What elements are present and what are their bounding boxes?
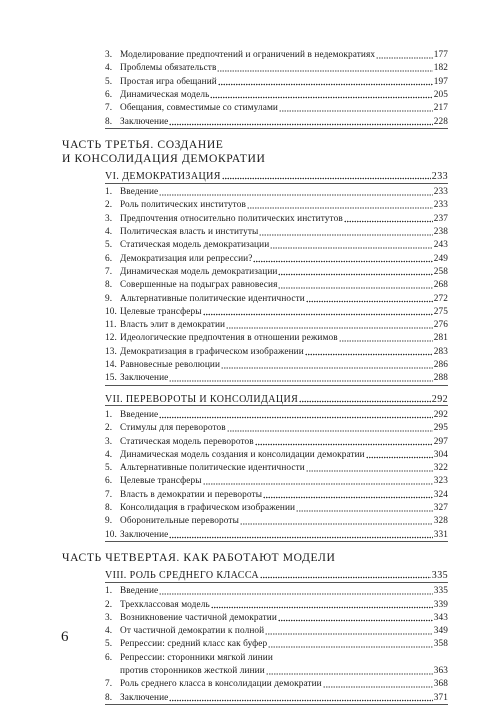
entry-number: 6. bbox=[105, 476, 113, 487]
dot-leader bbox=[240, 517, 433, 525]
toc-entry bbox=[105, 474, 448, 487]
entry-number: 6. bbox=[105, 652, 113, 663]
entry-number: 4. bbox=[105, 449, 113, 460]
chapter-heading bbox=[105, 568, 448, 581]
dot-leader bbox=[323, 680, 433, 688]
chapter-heading bbox=[105, 169, 448, 182]
section-rule bbox=[105, 541, 448, 542]
page-ref: 339 bbox=[433, 599, 448, 610]
page-ref: 335 bbox=[431, 569, 448, 581]
entry-number: 1. bbox=[105, 409, 113, 420]
toc-entry bbox=[105, 637, 448, 650]
toc-entry bbox=[105, 611, 448, 624]
dot-leader bbox=[263, 491, 433, 499]
entry-title: Власть элит в демократии bbox=[120, 320, 226, 331]
page-ref: 343 bbox=[433, 612, 448, 623]
toc-entry bbox=[105, 371, 448, 384]
entry-title: Репрессии: сторонники мягкой линии bbox=[120, 652, 273, 663]
entry-title: Репрессии: средний класс как буфер bbox=[120, 639, 268, 650]
dot-leader bbox=[247, 201, 433, 209]
entry-number: 2. bbox=[105, 200, 113, 211]
page-number: 6 bbox=[61, 629, 69, 645]
entry-title: Динамическая модель создания и консолидации демократии bbox=[120, 449, 365, 460]
dot-leader bbox=[265, 627, 433, 635]
dot-leader bbox=[227, 424, 433, 432]
dot-leader bbox=[226, 321, 433, 329]
dot-leader bbox=[211, 601, 433, 609]
dot-leader bbox=[305, 348, 433, 356]
entry-number: 4. bbox=[105, 227, 113, 237]
chapter-rule bbox=[105, 405, 448, 406]
entry-title: Введение bbox=[120, 586, 159, 597]
page-ref: 237 bbox=[433, 213, 448, 224]
page-ref: 328 bbox=[433, 516, 448, 527]
entry-title: Заключение bbox=[120, 529, 169, 540]
dot-leader bbox=[268, 640, 433, 648]
page-ref: 295 bbox=[433, 423, 448, 434]
dot-leader bbox=[169, 374, 432, 382]
entry-number: 3. bbox=[105, 612, 113, 623]
entry-number: 1. bbox=[105, 586, 113, 597]
page-ref: 368 bbox=[433, 679, 448, 690]
page-ref: 238 bbox=[433, 227, 448, 237]
page-ref: 371 bbox=[433, 692, 448, 703]
entry-number: 5. bbox=[105, 240, 113, 251]
dot-leader bbox=[260, 571, 431, 579]
toc-entry bbox=[105, 488, 448, 501]
entry-title: Равновесные революции bbox=[120, 360, 221, 370]
page-ref: 258 bbox=[433, 266, 448, 277]
dot-leader bbox=[159, 411, 432, 419]
toc-entry bbox=[105, 448, 448, 461]
toc-entry bbox=[105, 331, 448, 344]
entry-title: Предпочтения относительно политических институтов bbox=[120, 213, 343, 224]
toc-entry bbox=[105, 408, 448, 421]
entry-number: 11. bbox=[105, 320, 117, 331]
chapter-heading bbox=[105, 392, 448, 405]
dot-leader bbox=[366, 451, 433, 459]
entry-number: 15. bbox=[105, 373, 117, 384]
page-ref: 297 bbox=[433, 436, 448, 447]
page-ref: 288 bbox=[433, 373, 448, 384]
dot-leader bbox=[259, 228, 432, 236]
entry-title: Статическая модель демократизации bbox=[120, 240, 270, 251]
section-rule bbox=[105, 385, 448, 386]
toc-entry bbox=[105, 435, 448, 448]
page-ref: 197 bbox=[433, 76, 448, 87]
entry-title: против сторонников жесткой линии bbox=[120, 666, 265, 676]
entry-number: 3. bbox=[105, 213, 113, 224]
dot-leader bbox=[306, 464, 433, 472]
toc-entry bbox=[105, 528, 448, 541]
entry-number: 10. bbox=[105, 306, 117, 317]
dot-leader bbox=[279, 104, 433, 112]
entry-number: 7. bbox=[105, 103, 113, 114]
entry-number: 4. bbox=[105, 63, 113, 74]
dot-leader bbox=[217, 64, 432, 72]
toc-entry bbox=[105, 318, 448, 331]
dot-leader bbox=[270, 241, 432, 249]
entry-title: Демократизация в графическом изображении bbox=[120, 346, 304, 357]
entry-number: 14. bbox=[105, 360, 117, 370]
toc-entry bbox=[105, 88, 448, 101]
entry-title: Статическая модель переворотов bbox=[120, 436, 254, 447]
page-ref: 283 bbox=[433, 346, 448, 357]
dot-leader bbox=[210, 91, 432, 99]
dot-leader bbox=[266, 667, 433, 675]
page-ref: 327 bbox=[433, 503, 448, 513]
toc-entry bbox=[105, 514, 448, 527]
entry-number: 8. bbox=[105, 280, 113, 291]
page-ref: 182 bbox=[433, 63, 448, 74]
page-ref: 228 bbox=[433, 116, 448, 127]
page-ref: 233 bbox=[433, 200, 448, 211]
chapter-title: VI. ДЕМОКРАТИЗАЦИЯ bbox=[105, 170, 221, 182]
toc-entry bbox=[105, 598, 448, 611]
entry-title: Моделирование предпочтений и ограничений в недемократиях bbox=[120, 50, 376, 60]
toc-entry bbox=[105, 265, 448, 278]
part-heading: ЧАСТЬ ЧЕТВЕРТАЯ. КАК РАБОТАЮТ МОДЕЛИ bbox=[62, 550, 336, 564]
toc-entry bbox=[105, 461, 448, 474]
toc-entry bbox=[105, 421, 448, 434]
toc-entry bbox=[105, 278, 448, 291]
dot-leader bbox=[221, 361, 433, 369]
entry-number: 7. bbox=[105, 266, 113, 277]
entry-title: Роль политических институтов bbox=[120, 200, 246, 211]
toc-entry bbox=[105, 292, 448, 305]
part-heading: И КОНСОЛИДАЦИЯ ДЕМОКРАТИИ bbox=[62, 151, 266, 165]
entry-title: Введение bbox=[120, 187, 159, 198]
page-ref: 233 bbox=[433, 187, 448, 198]
entry-number: 3. bbox=[105, 50, 113, 60]
toc-entry bbox=[105, 624, 448, 637]
entry-number: 8. bbox=[105, 692, 113, 703]
entry-title: Возникновение частичной демократии bbox=[120, 612, 277, 623]
entry-title: Заключение bbox=[120, 116, 169, 127]
toc-entry bbox=[105, 651, 448, 664]
page-ref: 323 bbox=[433, 476, 448, 487]
toc-entry bbox=[105, 61, 448, 74]
entry-title: Заключение bbox=[120, 692, 169, 703]
entry-number: 3. bbox=[105, 436, 113, 447]
toc-entry bbox=[105, 584, 448, 597]
toc-entry bbox=[105, 75, 448, 88]
dot-leader bbox=[203, 477, 433, 485]
dot-leader bbox=[339, 334, 433, 342]
entry-title: Роль среднего класса в консолидации демократии bbox=[120, 679, 322, 690]
entry-number: 13. bbox=[105, 346, 117, 357]
entry-number: 9. bbox=[105, 516, 113, 527]
page-ref: 349 bbox=[433, 626, 448, 637]
dot-leader bbox=[159, 587, 432, 595]
entry-title: Целевые трансферы bbox=[120, 306, 202, 317]
dot-leader bbox=[306, 295, 433, 303]
entry-number: 9. bbox=[105, 293, 113, 304]
entry-title: Динамическая модель bbox=[120, 89, 210, 100]
dot-leader bbox=[159, 188, 432, 196]
entry-number: 12. bbox=[105, 333, 117, 344]
page-ref: 281 bbox=[433, 333, 448, 344]
dot-leader bbox=[169, 118, 432, 126]
toc-entry bbox=[105, 238, 448, 251]
toc-entry bbox=[105, 677, 448, 690]
entry-title: Совершенные на подыграх равновесия bbox=[120, 280, 278, 291]
toc-entry bbox=[105, 664, 448, 677]
entry-title: Целевые трансферы bbox=[120, 476, 202, 487]
page-ref: 331 bbox=[433, 529, 448, 540]
entry-number: 7. bbox=[105, 489, 113, 500]
dot-leader bbox=[278, 268, 432, 276]
entry-title: Альтернативные политические идентичности bbox=[120, 463, 305, 474]
page-ref: 322 bbox=[433, 463, 448, 474]
entry-number: 2. bbox=[105, 599, 113, 610]
page-ref: 272 bbox=[433, 293, 448, 304]
dot-leader bbox=[222, 172, 431, 180]
entry-number: 10. bbox=[105, 529, 117, 540]
page-ref: 249 bbox=[433, 253, 448, 264]
dot-leader bbox=[278, 281, 432, 289]
entry-title: Стимулы для переворотов bbox=[120, 423, 226, 434]
entry-number: 5. bbox=[105, 76, 113, 87]
toc-entry bbox=[105, 305, 448, 318]
toc-entry bbox=[105, 252, 448, 265]
section-rule bbox=[105, 128, 448, 129]
entry-title: Оборонительные перевороты bbox=[120, 516, 239, 527]
page-ref: 276 bbox=[433, 320, 448, 331]
entry-title: Идеологические предпочтения в отношении режимов bbox=[120, 333, 338, 344]
entry-title: Трехклассовая модель bbox=[120, 599, 210, 610]
entry-title: Введение bbox=[120, 409, 159, 420]
entry-title: Политическая власть и институты bbox=[120, 227, 259, 237]
page-ref: 292 bbox=[433, 409, 448, 420]
chapter-title: VII. ПЕРЕВОРОТЫ И КОНСОЛИДАЦИЯ bbox=[105, 393, 299, 405]
entry-title: Демократизация или репрессии? bbox=[120, 253, 253, 264]
page-ref: 177 bbox=[433, 50, 448, 60]
entry-title: От частичной демократии к полной bbox=[120, 626, 265, 637]
chapter-title: VIII. РОЛЬ СРЕДНЕГО КЛАССА bbox=[105, 569, 260, 581]
page-ref: 363 bbox=[433, 666, 448, 676]
page-ref: 324 bbox=[433, 489, 448, 500]
entry-title: Динамическая модель демократизации bbox=[120, 266, 278, 277]
page-ref: 233 bbox=[431, 170, 448, 182]
dot-leader bbox=[253, 255, 432, 263]
entry-title: Консолидация в графическом изображении bbox=[120, 503, 296, 513]
page-ref: 358 bbox=[433, 639, 448, 650]
toc-entry bbox=[105, 115, 448, 128]
toc-entry bbox=[105, 101, 448, 114]
entry-number: 6. bbox=[105, 89, 113, 100]
toc-entry bbox=[105, 185, 448, 198]
entry-title: Обещания, совместимые со стимулами bbox=[120, 103, 279, 114]
entry-number: 6. bbox=[105, 253, 113, 264]
toc-entry bbox=[105, 358, 448, 371]
dot-leader bbox=[255, 438, 433, 446]
entry-title: Заключение bbox=[120, 373, 169, 384]
toc-entry bbox=[105, 501, 448, 514]
toc-entry bbox=[105, 345, 448, 358]
chapter-rule bbox=[105, 582, 448, 583]
dot-leader bbox=[344, 215, 433, 223]
dot-leader bbox=[203, 308, 433, 316]
toc-entry bbox=[105, 225, 448, 238]
toc-entry bbox=[105, 48, 448, 61]
section-rule bbox=[105, 704, 448, 705]
page-ref: 335 bbox=[433, 586, 448, 597]
entry-title: Простая игра обещаний bbox=[120, 76, 217, 87]
page-ref: 304 bbox=[433, 449, 448, 460]
part-heading: ЧАСТЬ ТРЕТЬЯ. СОЗДАНИЕ bbox=[62, 137, 224, 151]
dot-leader bbox=[299, 395, 431, 403]
entry-title: Власть в демократии и перевороты bbox=[120, 489, 263, 500]
dot-leader bbox=[278, 614, 433, 622]
entry-number: 5. bbox=[105, 463, 113, 474]
page-ref: 205 bbox=[433, 89, 448, 100]
dot-leader bbox=[296, 504, 433, 512]
dot-leader bbox=[169, 531, 432, 539]
page-ref: 243 bbox=[433, 240, 448, 251]
toc-entry bbox=[105, 691, 448, 704]
entry-number: 2. bbox=[105, 423, 113, 434]
toc-entry bbox=[105, 198, 448, 211]
page-ref: 217 bbox=[433, 103, 448, 114]
entry-number: 7. bbox=[105, 679, 113, 690]
page-ref: 286 bbox=[433, 360, 448, 370]
entry-title: Альтернативные политические идентичности bbox=[120, 293, 305, 304]
toc-entry bbox=[105, 212, 448, 225]
page-ref: 275 bbox=[433, 306, 448, 317]
dot-leader bbox=[376, 51, 433, 59]
dot-leader bbox=[218, 78, 433, 86]
entry-number: 8. bbox=[105, 116, 113, 127]
page-ref: 292 bbox=[431, 393, 448, 405]
entry-number: 8. bbox=[105, 503, 113, 513]
entry-number: 5. bbox=[105, 639, 113, 650]
entry-title: Проблемы обязательств bbox=[120, 63, 217, 74]
chapter-rule bbox=[105, 183, 448, 184]
page-ref: 268 bbox=[433, 280, 448, 291]
dot-leader bbox=[169, 694, 432, 702]
entry-number: 1. bbox=[105, 187, 113, 198]
entry-number: 4. bbox=[105, 626, 113, 637]
